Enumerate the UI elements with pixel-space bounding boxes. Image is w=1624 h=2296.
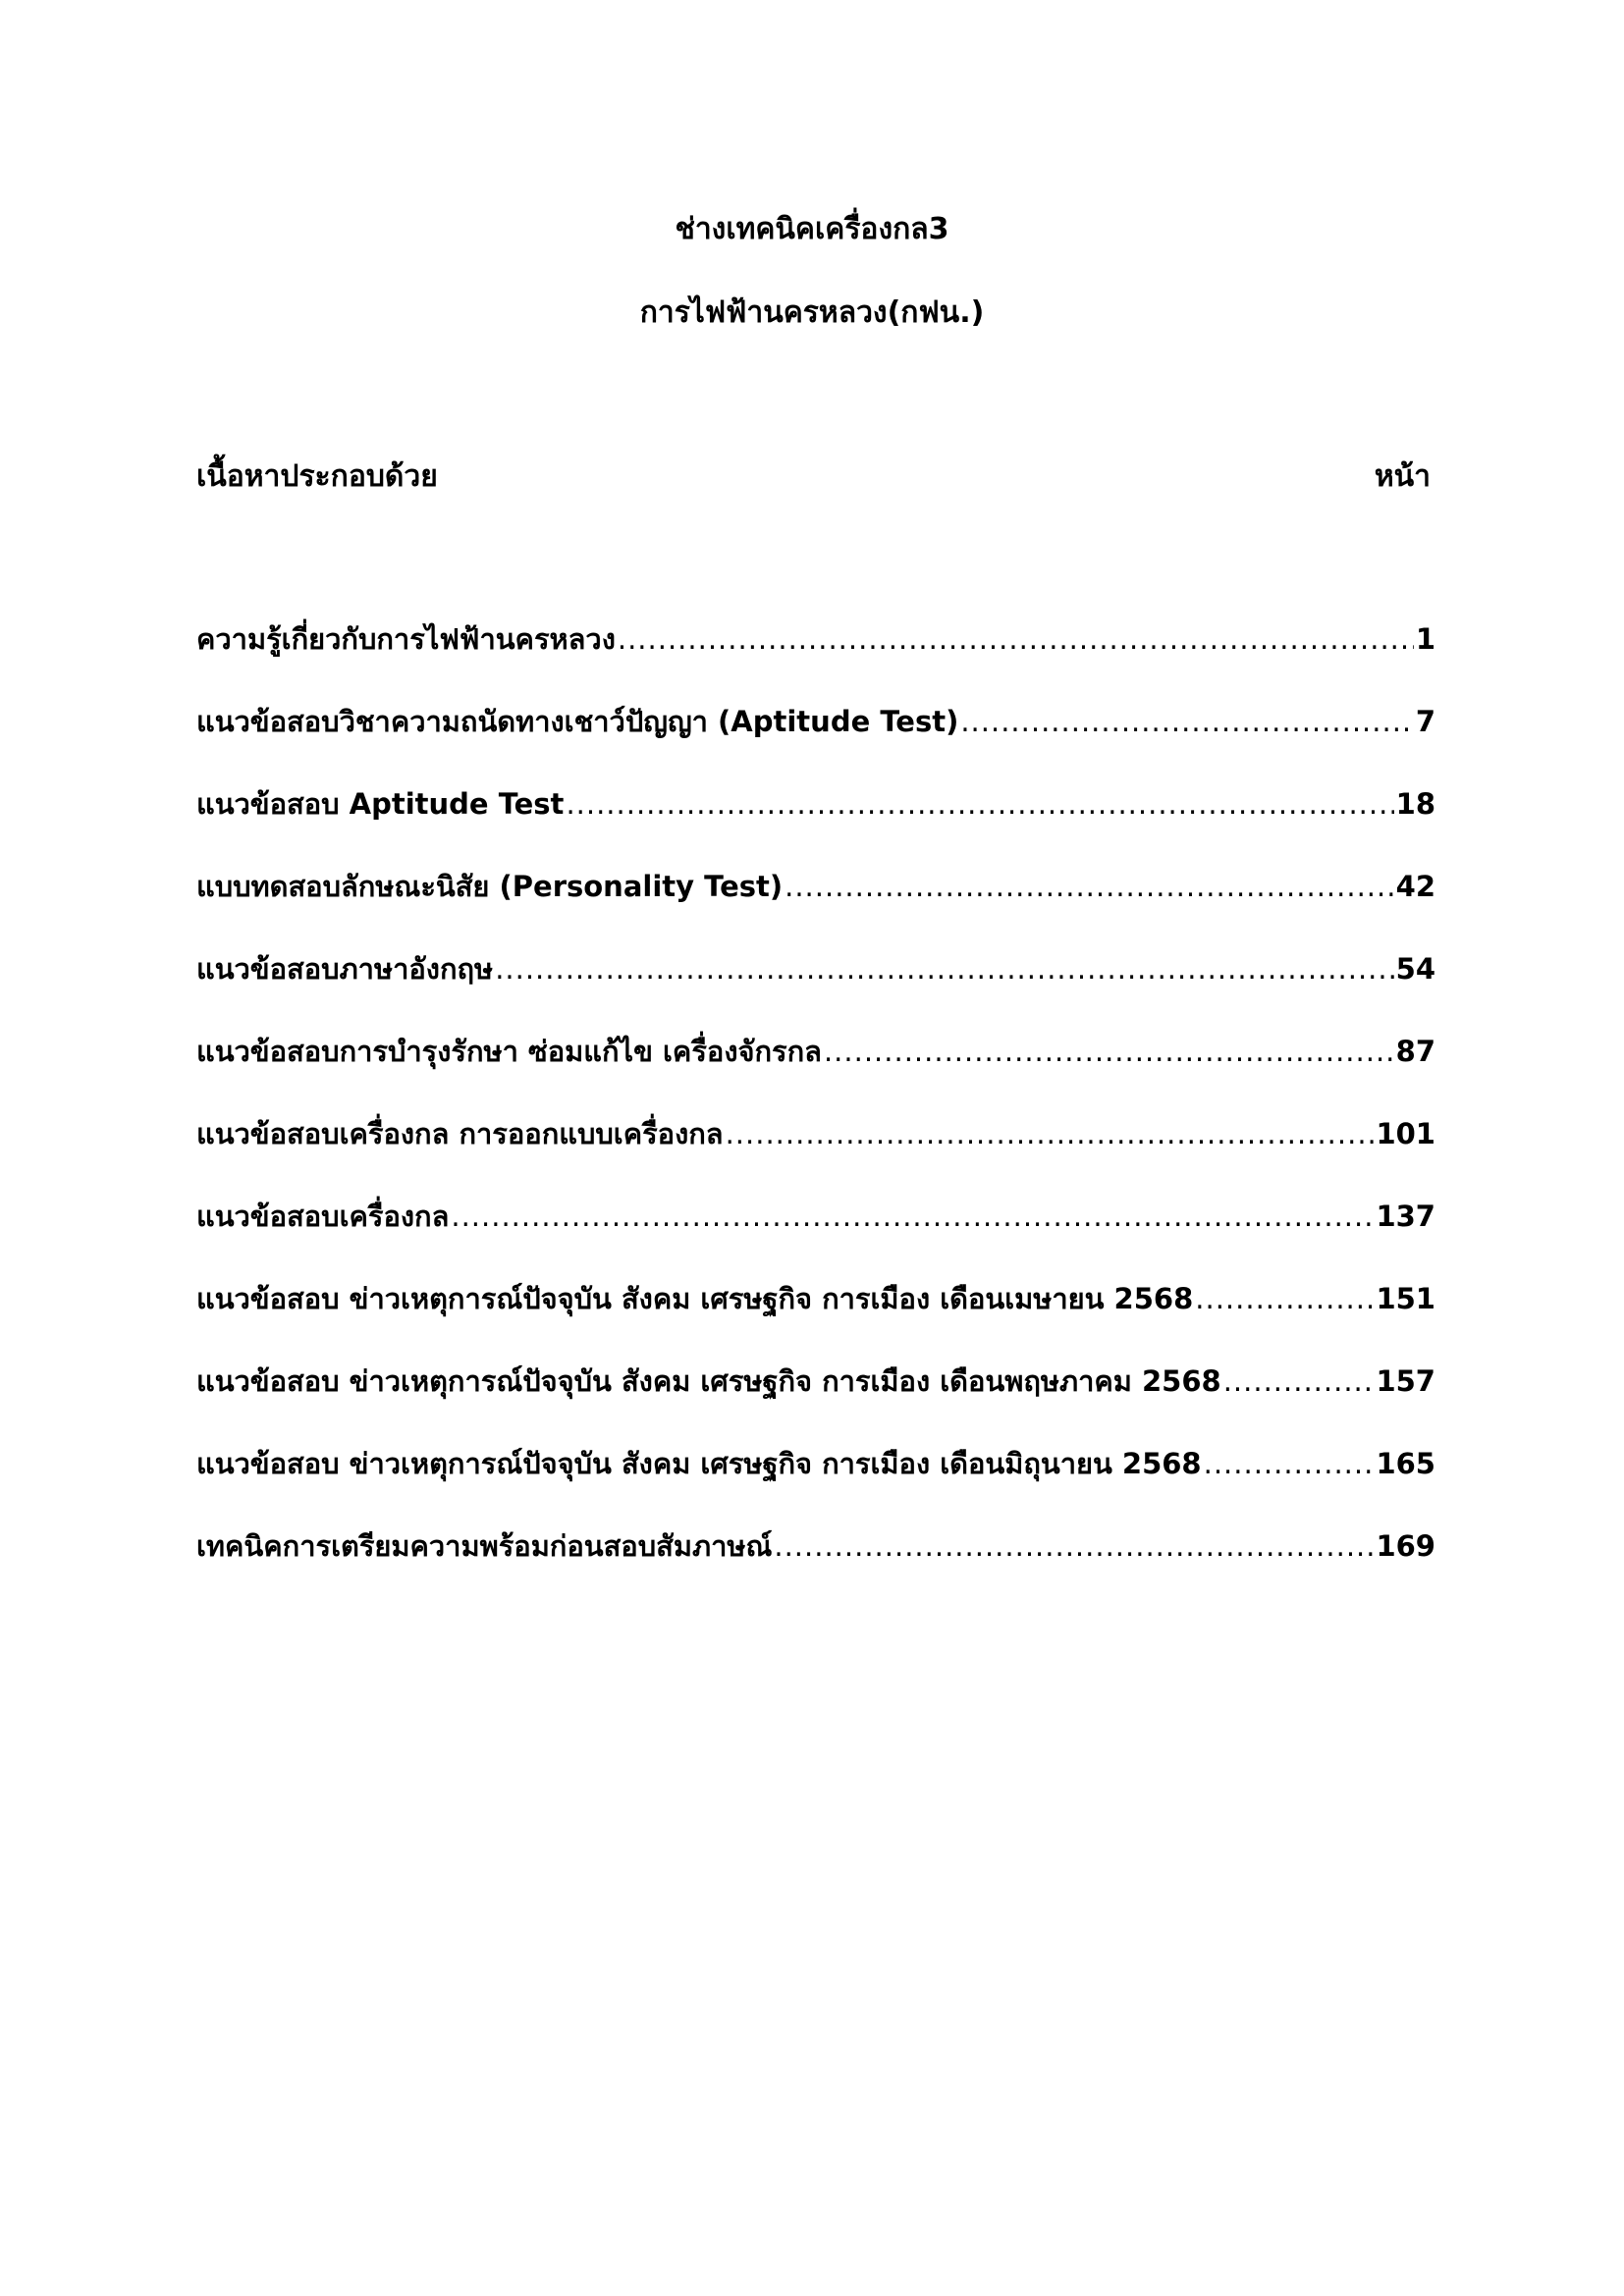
contents-heading: เนื้อหาประกอบด้วย xyxy=(196,459,438,494)
toc-leader-dots xyxy=(785,870,1394,903)
toc-entry-label: แนวข้อสอบ ข่าวเหตุการณ์ปัจจุบัน สังคม เศรษฐกิจ การเมือง เดือนมิถุนายน 2568 xyxy=(196,1447,1202,1480)
toc-leader-dots xyxy=(1223,1364,1375,1398)
toc-entry-label: แนวข้อสอบ Aptitude Test xyxy=(196,787,565,821)
toc-leader-dots xyxy=(618,622,1414,656)
toc-entry xyxy=(196,616,1435,660)
toc-entry-label: แนวข้อสอบเครื่องกล xyxy=(196,1200,450,1233)
toc-leader-dots xyxy=(495,952,1393,986)
toc-entry-label: เทคนิคการเตรียมความพร้อมก่อนสอบสัมภาษณ์ xyxy=(196,1529,773,1563)
toc-entry xyxy=(196,699,1435,742)
toc-leader-dots xyxy=(774,1529,1374,1563)
toc-entry-page: 18 xyxy=(1395,787,1435,821)
toc-entry xyxy=(196,864,1435,907)
toc-entry xyxy=(196,1276,1435,1319)
document-title: ช่างเทคนิคเครื่องกล3 xyxy=(675,212,949,246)
toc-entry xyxy=(196,1111,1435,1154)
toc-entry-page: 157 xyxy=(1376,1364,1435,1398)
toc-leader-dots xyxy=(566,787,1393,821)
toc-entry-page: 1 xyxy=(1415,622,1435,656)
page-heading: หน้า xyxy=(1374,459,1431,494)
toc-entry-label: ความรู้เกี่ยวกับการไฟฟ้านครหลวง xyxy=(196,622,616,656)
toc-entry-page: 151 xyxy=(1376,1282,1435,1315)
toc-entry xyxy=(196,1194,1435,1237)
toc-leader-dots xyxy=(1204,1447,1375,1480)
toc-entry-page: 87 xyxy=(1395,1035,1435,1068)
toc-entry-page: 7 xyxy=(1415,705,1435,738)
toc-entry xyxy=(196,1523,1435,1567)
toc-entry-label: แนวข้อสอบเครื่องกล การออกแบบเครื่องกล xyxy=(196,1117,724,1150)
toc-entry-label: แนวข้อสอบ ข่าวเหตุการณ์ปัจจุบัน สังคม เศรษฐกิจ การเมือง เดือนเมษายน 2568 xyxy=(196,1282,1194,1315)
toc-entry-label: แนวข้อสอบ ข่าวเหตุการณ์ปัจจุบัน สังคม เศรษฐกิจ การเมือง เดือนพฤษภาคม 2568 xyxy=(196,1364,1221,1398)
toc-leader-dots xyxy=(451,1200,1374,1233)
toc-entry xyxy=(196,1029,1435,1072)
toc-entry xyxy=(196,946,1435,989)
toc-leader-dots xyxy=(960,705,1413,738)
toc-header xyxy=(196,454,1431,500)
toc-entry-page: 54 xyxy=(1395,952,1435,986)
toc-leader-dots xyxy=(824,1035,1394,1068)
toc-entry xyxy=(196,1441,1435,1484)
toc-leader-dots xyxy=(1195,1282,1374,1315)
toc-entry xyxy=(196,1359,1435,1402)
toc-entry-label: แบบทดสอบลักษณะนิสัย (Personality Test) xyxy=(196,870,784,903)
toc-entry-page: 169 xyxy=(1376,1529,1435,1563)
toc-entry-page: 42 xyxy=(1395,870,1435,903)
toc-entry-label: แนวข้อสอบวิชาความถนัดทางเชาว์ปัญญา (Aptitude Test) xyxy=(196,705,959,738)
toc-entry-page: 101 xyxy=(1376,1117,1435,1150)
toc-entry-label: แนวข้อสอบการบำรุงรักษา ซ่อมแก้ไข เครื่องจักรกล xyxy=(196,1035,822,1068)
toc-entry xyxy=(196,781,1435,825)
document-subtitle: การไฟฟ้านครหลวง(กฟน.) xyxy=(639,295,985,330)
toc-entry-page: 165 xyxy=(1376,1447,1435,1480)
toc-entry-page: 137 xyxy=(1376,1200,1435,1233)
toc-entry-label: แนวข้อสอบภาษาอังกฤษ xyxy=(196,952,494,986)
toc-leader-dots xyxy=(726,1117,1375,1150)
